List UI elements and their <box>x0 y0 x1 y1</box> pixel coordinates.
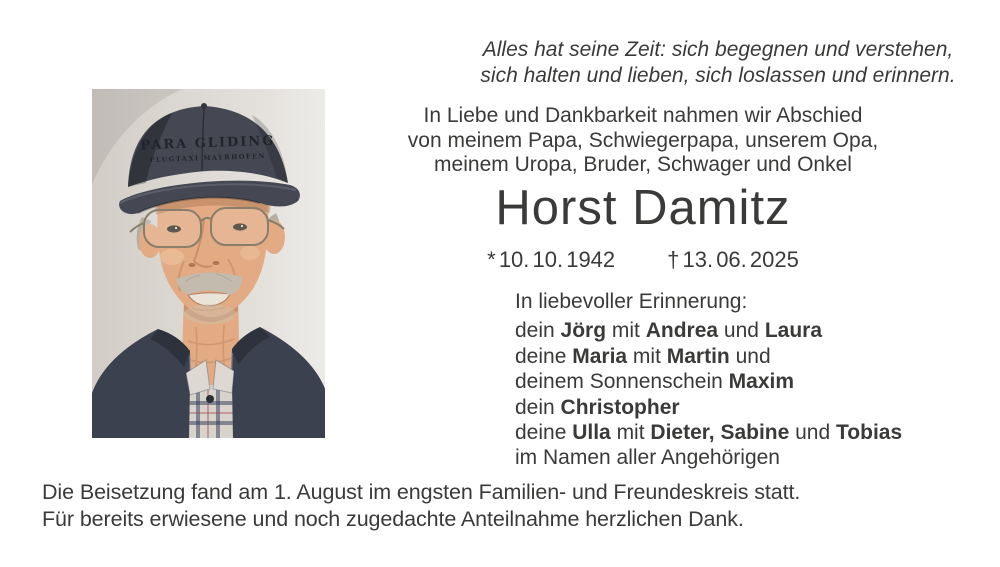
death-date: † 13. 06. 2025 <box>667 247 799 272</box>
life-dates <box>390 247 896 273</box>
memory-line: deinem Sonnenschein Maxim <box>515 370 795 394</box>
footer-line: Die Beisetzung fand am 1. August im engsten Familien- und Freundeskreis statt. <box>42 480 801 504</box>
chin-stubble <box>184 304 236 324</box>
quote-line: sich halten und lieben, sich loslassen und erinnern. <box>480 64 956 87</box>
memory-line: dein Jörg mit Andrea und Laura <box>515 319 822 343</box>
portrait-photo <box>92 89 325 438</box>
cap-text-line1: PARA GLIDING <box>140 133 276 154</box>
intro-line: meinem Uropa, Bruder, Schwager und Onkel <box>434 153 852 177</box>
intro-line: von meinem Papa, Schwiegerpapa, unserem Opa, <box>407 128 879 152</box>
memory-line: deine Ulla mit Dieter, Sabine und Tobias <box>515 421 903 445</box>
intro-line: In Liebe und Dankbarkeit nahmen wir Abschied <box>423 104 863 127</box>
memory-line: dein Christopher <box>515 395 680 419</box>
memory-line: im Namen aller Angehörigen <box>515 446 780 470</box>
quote-line: Alles hat seine Zeit: sich begegnen und verstehen, <box>482 38 954 61</box>
intro-text <box>390 104 896 178</box>
portrait-illustration <box>92 89 325 438</box>
footer-line: Für bereits erwiesene und noch zugedachte Anteilnahme herzlichen Dank. <box>42 506 744 531</box>
birth-date: * 10. 10. 1942 <box>487 247 616 272</box>
memory-line: deine Maria mit Martin und <box>515 344 771 368</box>
deceased-name: Horst Damitz <box>495 181 791 235</box>
footer-note <box>42 479 800 532</box>
memory-heading: In liebevoller Erinnerung: <box>515 290 748 313</box>
opening-quote <box>438 37 998 89</box>
memory-section <box>515 289 902 471</box>
shirt-button <box>206 395 214 403</box>
cap-text-line2: FLUGTAXI MAYRHOFEN <box>149 151 267 165</box>
memory-lines <box>515 318 902 470</box>
